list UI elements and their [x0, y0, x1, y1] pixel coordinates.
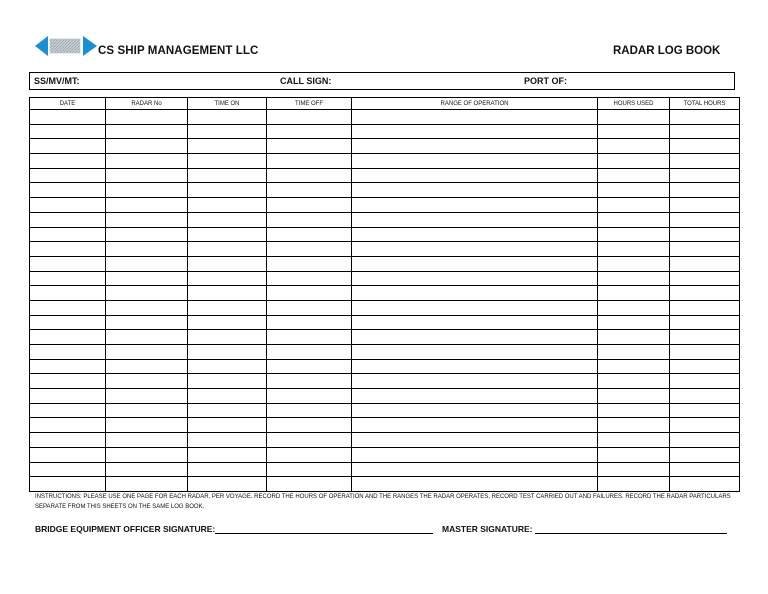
table-row	[30, 124, 740, 139]
table-cell[interactable]	[598, 330, 670, 345]
table-row	[30, 286, 740, 301]
table-cell[interactable]	[106, 345, 188, 360]
table-cell[interactable]	[267, 242, 352, 257]
table-cell[interactable]	[267, 227, 352, 242]
column-header-total-hours: TOTAL HOURS	[670, 98, 740, 110]
table-cell[interactable]	[598, 139, 670, 154]
table-cell[interactable]	[598, 212, 670, 227]
table-cell[interactable]	[30, 447, 106, 462]
table-cell[interactable]	[267, 389, 352, 404]
table-cell[interactable]	[188, 359, 267, 374]
table-cell[interactable]	[267, 124, 352, 139]
table-cell[interactable]	[267, 315, 352, 330]
table-cell[interactable]	[188, 139, 267, 154]
table-row	[30, 198, 740, 213]
table-cell[interactable]	[352, 256, 598, 271]
table-cell[interactable]	[598, 242, 670, 257]
table-cell[interactable]	[188, 154, 267, 169]
table-cell[interactable]	[598, 374, 670, 389]
table-cell[interactable]	[188, 271, 267, 286]
table-row	[30, 227, 740, 242]
table-cell[interactable]	[188, 345, 267, 360]
table-cell[interactable]	[30, 154, 106, 169]
table-cell[interactable]	[670, 462, 740, 477]
table-cell[interactable]	[352, 433, 598, 448]
table-cell[interactable]	[267, 359, 352, 374]
table-cell[interactable]	[670, 374, 740, 389]
table-cell[interactable]	[352, 447, 598, 462]
vessel-field-label: SS/MV/MT:	[34, 76, 80, 86]
table-cell[interactable]	[670, 227, 740, 242]
table-cell[interactable]	[30, 330, 106, 345]
table-cell[interactable]	[352, 271, 598, 286]
table-cell[interactable]	[267, 183, 352, 198]
table-cell[interactable]	[188, 330, 267, 345]
table-cell[interactable]	[598, 315, 670, 330]
table-row	[30, 345, 740, 360]
table-cell[interactable]	[267, 477, 352, 492]
table-cell[interactable]	[352, 330, 598, 345]
table-cell[interactable]	[106, 139, 188, 154]
table-cell[interactable]	[670, 198, 740, 213]
table-cell[interactable]	[106, 154, 188, 169]
table-cell[interactable]	[352, 300, 598, 315]
table-cell[interactable]	[267, 403, 352, 418]
table-cell[interactable]	[267, 433, 352, 448]
master-signature-label: MASTER SIGNATURE:	[442, 524, 533, 534]
table-cell[interactable]	[267, 154, 352, 169]
table-row	[30, 433, 740, 448]
table-cell[interactable]	[30, 256, 106, 271]
column-header-time-off: TIME OFF	[267, 98, 352, 110]
table-cell[interactable]	[30, 345, 106, 360]
table-cell[interactable]	[30, 212, 106, 227]
table-cell[interactable]	[670, 315, 740, 330]
table-cell[interactable]	[106, 374, 188, 389]
table-cell[interactable]	[30, 124, 106, 139]
master-signature-line[interactable]	[535, 524, 727, 534]
table-cell[interactable]	[106, 124, 188, 139]
table-cell[interactable]	[267, 271, 352, 286]
table-cell[interactable]	[106, 477, 188, 492]
table-row	[30, 462, 740, 477]
table-cell[interactable]	[670, 139, 740, 154]
vessel-info-bar	[29, 72, 735, 90]
table-cell[interactable]	[188, 227, 267, 242]
table-cell[interactable]	[106, 271, 188, 286]
table-cell[interactable]	[267, 168, 352, 183]
table-cell[interactable]	[188, 256, 267, 271]
table-cell[interactable]	[188, 374, 267, 389]
table-row	[30, 110, 740, 125]
table-row	[30, 271, 740, 286]
table-cell[interactable]	[188, 183, 267, 198]
table-cell[interactable]	[188, 315, 267, 330]
table-cell[interactable]	[670, 477, 740, 492]
table-cell[interactable]	[106, 227, 188, 242]
signature-area	[35, 524, 727, 534]
table-cell[interactable]	[598, 345, 670, 360]
bridge-officer-signature-line[interactable]	[215, 524, 433, 534]
table-cell[interactable]	[352, 286, 598, 301]
table-cell[interactable]	[188, 212, 267, 227]
table-row	[30, 447, 740, 462]
table-cell[interactable]	[188, 124, 267, 139]
table-cell[interactable]	[267, 345, 352, 360]
table-cell[interactable]	[106, 168, 188, 183]
table-cell[interactable]	[598, 389, 670, 404]
table-cell[interactable]	[598, 124, 670, 139]
table-cell[interactable]	[267, 330, 352, 345]
table-cell[interactable]	[106, 418, 188, 433]
table-row	[30, 183, 740, 198]
column-header-date: DATE	[30, 98, 106, 110]
table-cell[interactable]	[670, 168, 740, 183]
table-cell[interactable]	[106, 389, 188, 404]
table-cell[interactable]	[188, 286, 267, 301]
table-cell[interactable]	[598, 418, 670, 433]
table-cell[interactable]	[352, 154, 598, 169]
table-cell[interactable]	[670, 271, 740, 286]
table-cell[interactable]	[352, 212, 598, 227]
table-cell[interactable]	[267, 256, 352, 271]
table-row	[30, 212, 740, 227]
table-row	[30, 389, 740, 404]
table-cell[interactable]	[267, 418, 352, 433]
table-header-row	[30, 98, 740, 110]
table-cell[interactable]	[670, 242, 740, 257]
table-cell[interactable]	[106, 330, 188, 345]
table-cell[interactable]	[267, 286, 352, 301]
table-cell[interactable]	[188, 168, 267, 183]
table-cell[interactable]	[267, 198, 352, 213]
table-cell[interactable]	[670, 212, 740, 227]
table-cell[interactable]	[267, 300, 352, 315]
table-cell[interactable]	[30, 168, 106, 183]
port-field-label: PORT OF:	[524, 76, 567, 86]
ship-arrow-logo-icon	[35, 36, 97, 56]
column-header-radar-no: RADAR No	[106, 98, 188, 110]
table-cell[interactable]	[598, 227, 670, 242]
table-cell[interactable]	[267, 110, 352, 125]
table-cell[interactable]	[106, 256, 188, 271]
table-cell[interactable]	[188, 433, 267, 448]
table-cell[interactable]	[352, 374, 598, 389]
column-header-time-on: TIME ON	[188, 98, 267, 110]
table-cell[interactable]	[598, 300, 670, 315]
table-cell[interactable]	[106, 300, 188, 315]
table-cell[interactable]	[188, 300, 267, 315]
table-cell[interactable]	[670, 447, 740, 462]
table-row	[30, 403, 740, 418]
table-cell[interactable]	[598, 168, 670, 183]
table-cell[interactable]	[106, 447, 188, 462]
table-row	[30, 477, 740, 492]
table-cell[interactable]	[30, 198, 106, 213]
table-cell[interactable]	[670, 433, 740, 448]
column-header-hours-used: HOURS USED	[598, 98, 670, 110]
company-name: CS SHIP MANAGEMENT LLC	[98, 45, 259, 57]
table-cell[interactable]	[30, 139, 106, 154]
table-cell[interactable]	[352, 110, 598, 125]
table-cell[interactable]	[188, 389, 267, 404]
table-cell[interactable]	[106, 433, 188, 448]
table-row	[30, 242, 740, 257]
table-row	[30, 418, 740, 433]
table-cell[interactable]	[188, 110, 267, 125]
bridge-officer-signature-label: BRIDGE EQUIPMENT OFFICER SIGNATURE:	[35, 524, 216, 534]
table-cell[interactable]	[106, 315, 188, 330]
table-cell[interactable]	[188, 418, 267, 433]
table-cell[interactable]	[598, 477, 670, 492]
table-cell[interactable]	[352, 389, 598, 404]
table-cell[interactable]	[188, 242, 267, 257]
table-cell[interactable]	[670, 110, 740, 125]
call-sign-field-label: CALL SIGN:	[280, 76, 332, 86]
table-cell[interactable]	[352, 183, 598, 198]
table-cell[interactable]	[30, 359, 106, 374]
table-cell[interactable]	[352, 124, 598, 139]
table-cell[interactable]	[30, 462, 106, 477]
table-cell[interactable]	[30, 477, 106, 492]
table-cell[interactable]	[352, 403, 598, 418]
table-cell[interactable]	[30, 433, 106, 448]
table-cell[interactable]	[106, 198, 188, 213]
table-row	[30, 256, 740, 271]
table-cell[interactable]	[106, 403, 188, 418]
table-cell[interactable]	[598, 154, 670, 169]
table-cell[interactable]	[352, 462, 598, 477]
table-cell[interactable]	[670, 300, 740, 315]
table-cell[interactable]	[598, 447, 670, 462]
table-cell[interactable]	[352, 198, 598, 213]
table-cell[interactable]	[598, 433, 670, 448]
table-cell[interactable]	[670, 418, 740, 433]
table-cell[interactable]	[106, 359, 188, 374]
radar-log-table	[29, 97, 740, 492]
table-cell[interactable]	[670, 403, 740, 418]
table-cell[interactable]	[598, 271, 670, 286]
table-cell[interactable]	[106, 212, 188, 227]
table-cell[interactable]	[598, 198, 670, 213]
table-cell[interactable]	[670, 183, 740, 198]
table-row	[30, 315, 740, 330]
table-row	[30, 154, 740, 169]
column-header-range-of-operation: RANGE OF OPERATION	[352, 98, 598, 110]
table-cell[interactable]	[670, 359, 740, 374]
table-cell[interactable]	[106, 183, 188, 198]
table-cell[interactable]	[30, 389, 106, 404]
table-cell[interactable]	[267, 462, 352, 477]
table-cell[interactable]	[598, 256, 670, 271]
table-cell[interactable]	[267, 447, 352, 462]
table-row	[30, 139, 740, 154]
table-cell[interactable]	[188, 198, 267, 213]
table-cell[interactable]	[30, 227, 106, 242]
table-cell[interactable]	[30, 300, 106, 315]
table-cell[interactable]	[670, 389, 740, 404]
table-cell[interactable]	[352, 477, 598, 492]
table-cell[interactable]	[106, 286, 188, 301]
table-cell[interactable]	[598, 462, 670, 477]
table-cell[interactable]	[30, 271, 106, 286]
table-cell[interactable]	[598, 110, 670, 125]
table-cell[interactable]	[30, 315, 106, 330]
table-cell[interactable]	[30, 403, 106, 418]
table-row	[30, 330, 740, 345]
table-cell[interactable]	[598, 286, 670, 301]
table-cell[interactable]	[30, 110, 106, 125]
document-title: RADAR LOG BOOK	[613, 45, 721, 57]
table-cell[interactable]	[670, 154, 740, 169]
table-cell[interactable]	[352, 227, 598, 242]
table-cell[interactable]	[352, 139, 598, 154]
table-cell[interactable]	[106, 242, 188, 257]
table-cell[interactable]	[188, 462, 267, 477]
table-cell[interactable]	[106, 462, 188, 477]
table-cell[interactable]	[352, 345, 598, 360]
table-cell[interactable]	[598, 359, 670, 374]
table-cell[interactable]	[30, 418, 106, 433]
table-row	[30, 359, 740, 374]
table-cell[interactable]	[670, 330, 740, 345]
table-cell[interactable]	[267, 212, 352, 227]
table-row	[30, 168, 740, 183]
table-cell[interactable]	[188, 447, 267, 462]
table-cell[interactable]	[598, 183, 670, 198]
table-cell[interactable]	[352, 418, 598, 433]
table-row	[30, 374, 740, 389]
table-cell[interactable]	[670, 256, 740, 271]
table-cell[interactable]	[670, 286, 740, 301]
table-cell[interactable]	[106, 110, 188, 125]
table-cell[interactable]	[670, 124, 740, 139]
table-cell[interactable]	[267, 139, 352, 154]
table-row	[30, 300, 740, 315]
table-cell[interactable]	[188, 477, 267, 492]
table-cell[interactable]	[30, 374, 106, 389]
table-cell[interactable]	[670, 345, 740, 360]
instructions-text: INSTRUCTIONS: PLEASE USE ONE PAGE FOR EACH RADAR, PER VOYAGE. RECORD THE HOURS OF OPERATION AND THE RANGES THE RADAR OPERATES, RECORD TEST CARRIED OUT AND FAILURES. RECORD THE RADAR PARTICULARS SEPARATE FROM THIS SHEETS ON THE SAME LOG BOOK.	[35, 494, 731, 510]
table-cell[interactable]	[352, 359, 598, 374]
table-cell[interactable]	[30, 183, 106, 198]
table-cell[interactable]	[267, 374, 352, 389]
table-cell[interactable]	[352, 168, 598, 183]
table-cell[interactable]	[30, 242, 106, 257]
table-cell[interactable]	[352, 242, 598, 257]
table-cell[interactable]	[30, 286, 106, 301]
table-cell[interactable]	[188, 403, 267, 418]
table-cell[interactable]	[598, 403, 670, 418]
table-cell[interactable]	[352, 315, 598, 330]
